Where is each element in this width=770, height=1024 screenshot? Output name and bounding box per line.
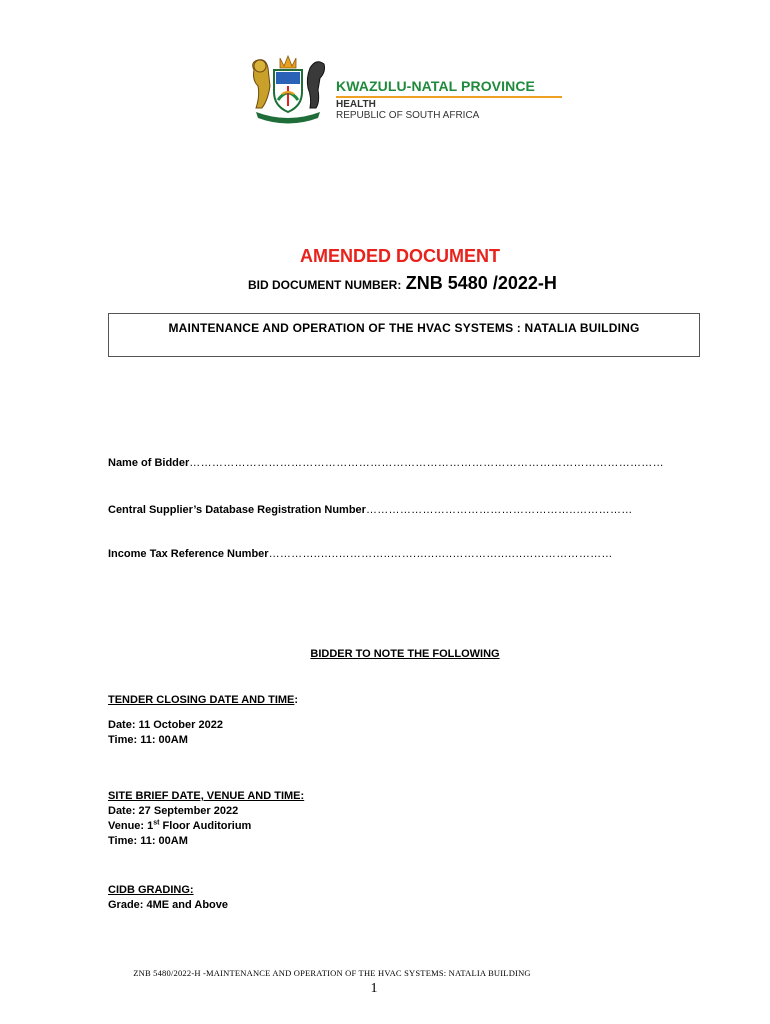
closing-date: Date: 11 October 2022 xyxy=(108,719,223,731)
amended-document-title: AMENDED DOCUMENT xyxy=(300,246,500,266)
site-brief-heading: SITE BRIEF DATE, VENUE AND TIME: xyxy=(108,790,305,802)
project-title: MAINTENANCE AND OPERATION OF THE HVAC SYSTEMS : NATALIA BUILDING xyxy=(168,321,640,335)
bid-number-value: ZNB 5480 /2022-H xyxy=(405,273,557,293)
bidder-name-label: Name of Bidder xyxy=(108,457,190,469)
cidb-grade: Grade: 4ME and Above xyxy=(108,899,229,911)
site-brief-date: Date: 27 September 2022 xyxy=(108,805,239,817)
bidder-name-field xyxy=(108,457,668,469)
venue-superscript: st xyxy=(153,819,160,827)
header-rule xyxy=(336,96,562,98)
cidb-heading: CIDB GRADING: xyxy=(108,884,194,896)
closing-time: Time: 11: 00AM xyxy=(108,734,188,746)
venue-prefix: Venue: 1 xyxy=(108,820,154,832)
tax-reference-blank: …………..…..…………..…….…..…..…………..…..…………………… xyxy=(268,548,613,560)
cidb-section xyxy=(108,883,228,913)
site-brief-section xyxy=(108,789,304,849)
notice-heading: BIDDER TO NOTE THE FOLLOWING xyxy=(310,648,500,660)
tax-reference-field xyxy=(108,548,668,560)
bidder-name-blank: ……………………………………………………………………………………………………………… xyxy=(189,457,664,469)
csd-registration-blank: ………………………………………………..…………… xyxy=(365,504,633,516)
department-name: HEALTH xyxy=(336,99,376,110)
country-name: REPUBLIC OF SOUTH AFRICA xyxy=(336,110,480,121)
closing-heading: TENDER CLOSING DATE AND TIME xyxy=(108,694,295,706)
tax-reference-label: Income Tax Reference Number xyxy=(108,548,269,560)
project-title-box xyxy=(108,313,700,357)
footer-text: ZNB 5480/2022-H -MAINTENANCE AND OPERATION OF THE HVAC SYSTEMS: NATALIA BUILDING xyxy=(133,968,531,978)
csd-registration-label: Central Supplier’s Database Registration Number xyxy=(108,504,366,516)
site-brief-venue xyxy=(108,819,304,834)
venue-suffix: Floor Auditorium xyxy=(159,820,252,832)
province-name: KWAZULU-NATAL PROVINCE xyxy=(336,78,535,94)
coat-of-arms-icon xyxy=(246,50,330,126)
closing-date-section xyxy=(108,693,298,748)
site-brief-time: Time: 11: 00AM xyxy=(108,835,188,847)
csd-registration-field xyxy=(108,504,668,516)
bid-document-number-line xyxy=(248,273,557,294)
bid-number-label: BID DOCUMENT NUMBER: xyxy=(248,278,402,292)
closing-heading-colon: : xyxy=(294,694,299,706)
page-number: 1 xyxy=(370,981,378,996)
